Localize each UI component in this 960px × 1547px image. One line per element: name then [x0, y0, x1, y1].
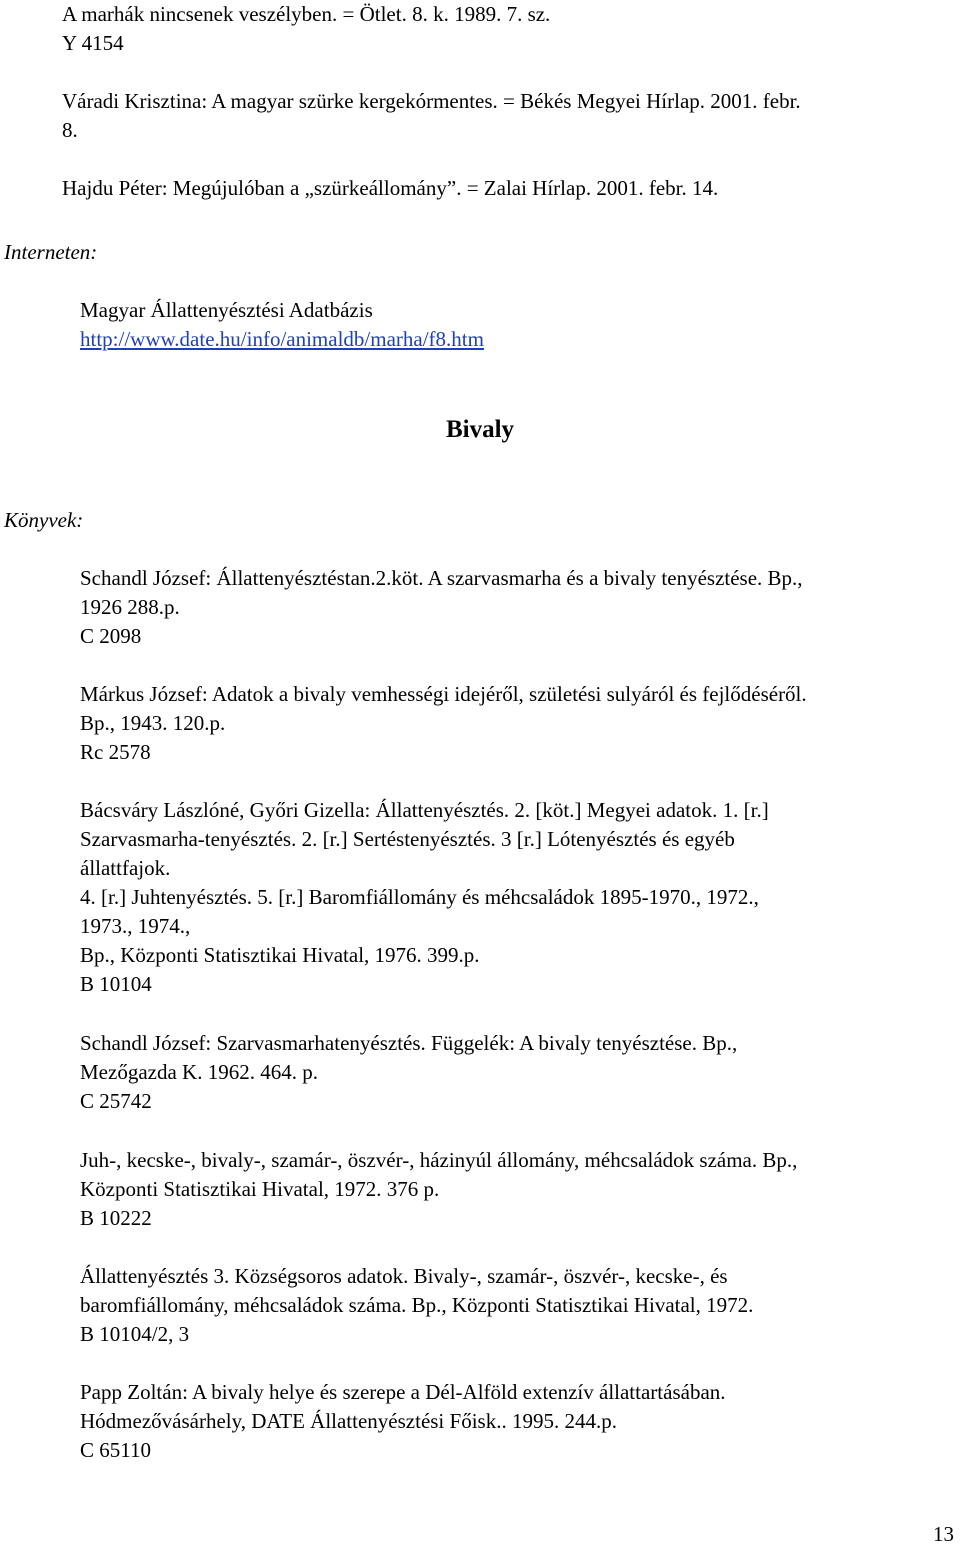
- book-entry-line: 1926 288.p.: [80, 595, 180, 619]
- book-entry-line: Schandl József: Állattenyésztéstan.2.köt. A szarvasmarha és a bivaly tenyésztése. Bp.,: [80, 566, 803, 590]
- reference-call-number: Y 4154: [62, 31, 124, 55]
- reference-entry: [62, 87, 801, 145]
- reference-line: 8.: [62, 118, 78, 142]
- book-entry-line: Mezőgazda K. 1962. 464. p.: [80, 1060, 318, 1084]
- internet-resource-link[interactable]: http://www.date.hu/info/animaldb/marha/f8.htm: [80, 327, 484, 351]
- reference-line: A marhák nincsenek veszélyben. = Ötlet. 8. k. 1989. 7. sz.: [62, 2, 551, 26]
- book-entry-line: Schandl József: Szarvasmarhatenyésztés. Függelék: A bivaly tenyésztése. Bp.,: [80, 1031, 738, 1055]
- internet-resource: [80, 296, 484, 354]
- reference-entry: [62, 174, 718, 203]
- book-entry-line: Márkus József: Adatok a bivaly vemhességi idejéről, születési sulyáról és fejlődéséről.: [80, 682, 807, 706]
- book-entry-line: állattfajok.: [80, 856, 171, 880]
- book-entry: [80, 1029, 737, 1116]
- section-title: Bivaly: [445, 416, 515, 443]
- books-section-label: Könyvek:: [4, 508, 84, 532]
- book-entry: [80, 564, 803, 651]
- book-entry-line: Bp., 1943. 120.p.: [80, 711, 226, 735]
- book-call-number: C 2098: [80, 624, 142, 648]
- book-call-number: Rc 2578: [80, 740, 151, 764]
- book-entry: [80, 1378, 726, 1465]
- internet-resource-name: Magyar Állattenyésztési Adatbázis: [80, 298, 373, 322]
- book-entry: [80, 680, 807, 767]
- book-entry: [80, 1146, 797, 1233]
- book-entry-line: Szarvasmarha-tenyésztés. 2. [r.] Sertéstenyésztés. 3 [r.] Lótenyésztés és egyéb: [80, 827, 735, 851]
- book-entry-line: Bácsváry Lászlóné, Győri Gizella: Állattenyésztés. 2. [köt.] Megyei adatok. 1. [r.]: [80, 798, 769, 822]
- internet-section-label: Interneten:: [4, 240, 98, 264]
- book-entry-line: Papp Zoltán: A bivaly helye és szerepe a Dél-Alföld extenzív állattartásában.: [80, 1380, 726, 1404]
- book-entry-line: Központi Statisztikai Hivatal, 1972. 376 p.: [80, 1177, 440, 1201]
- page-number: 13: [933, 1522, 954, 1546]
- book-entry-line: 4. [r.] Juhtenyésztés. 5. [r.] Baromfiállomány és méhcsaládok 1895-1970., 1972.,: [80, 885, 759, 909]
- book-entry-line: Állattenyésztés 3. Községsoros adatok. Bivaly-, szamár-, öszvér-, kecske-, és: [80, 1264, 728, 1288]
- book-entry-line: Juh-, kecske-, bivaly-, szamár-, öszvér-, házinyúl állomány, méhcsaládok száma. Bp.,: [80, 1148, 798, 1172]
- reference-line: Váradi Krisztina: A magyar szürke kergekórmentes. = Békés Megyei Hírlap. 2001. febr.: [62, 89, 801, 113]
- book-call-number: C 25742: [80, 1089, 152, 1113]
- book-entry-line: 1973., 1974.,: [80, 914, 191, 938]
- book-entry-line: baromfiállomány, méhcsaládok száma. Bp., Központi Statisztikai Hivatal, 1972.: [80, 1293, 754, 1317]
- book-call-number: B 10104/2, 3: [80, 1322, 190, 1346]
- book-call-number: B 10222: [80, 1206, 152, 1230]
- book-entry: [80, 1262, 753, 1349]
- reference-entry: [62, 0, 550, 58]
- book-entry-line: Bp., Központi Statisztikai Hivatal, 1976. 399.p.: [80, 943, 480, 967]
- book-call-number: C 65110: [80, 1438, 151, 1462]
- book-call-number: B 10104: [80, 972, 152, 996]
- reference-line: Hajdu Péter: Megújulóban a „szürkeállomány”. = Zalai Hírlap. 2001. febr. 14.: [62, 176, 719, 200]
- book-entry: [80, 796, 769, 999]
- book-entry-line: Hódmezővásárhely, DATE Állattenyésztési Főisk.. 1995. 244.p.: [80, 1409, 617, 1433]
